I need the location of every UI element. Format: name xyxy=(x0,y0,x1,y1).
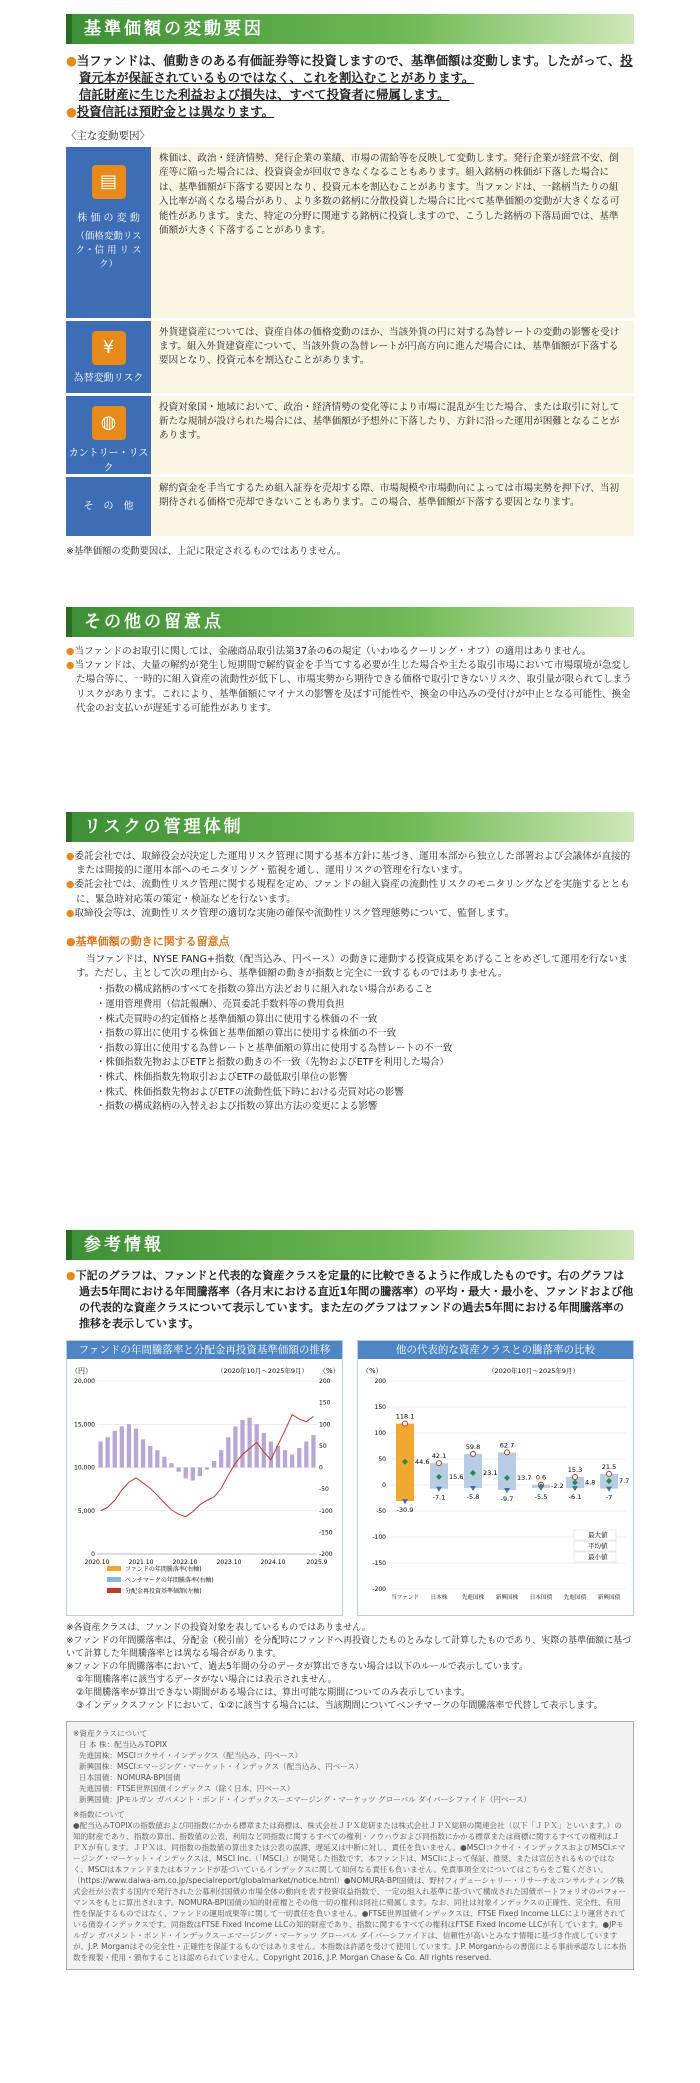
max-marker xyxy=(437,1461,442,1466)
right-axis-unit: （%） xyxy=(319,1367,340,1375)
y-tick-label: 0 xyxy=(382,1482,386,1489)
max-marker xyxy=(573,1475,578,1480)
y2-tick-label: 200 xyxy=(319,1378,331,1385)
y-tick-label: -150 xyxy=(372,1560,386,1567)
x-tick-label: 2023.10 xyxy=(216,1559,242,1566)
risk-label-price: ▤ 株 価 の 変 動 （価格変動リスク・信 用 リ ス ク） xyxy=(66,147,151,319)
max-marker xyxy=(505,1450,510,1455)
min-marker xyxy=(606,1487,612,1492)
max-label: 0.6 xyxy=(535,1473,547,1482)
bar xyxy=(198,1468,202,1477)
bar xyxy=(141,1439,145,1467)
max-label: 118.1 xyxy=(395,1412,415,1421)
avg-label: 23.1 xyxy=(483,1468,498,1477)
globe-icon: ◍ xyxy=(92,406,126,440)
mgmt-item: ●委託会社では、流動性リスク管理に関する規程を定め、ファンドの組入資産の流動性リスクのモニタリングなどを実施するとともに、緊急時対応策の策定・検証などを行ないます。 xyxy=(66,879,630,905)
max-label: 42.1 xyxy=(431,1452,447,1461)
y2-tick-label: 150 xyxy=(319,1399,331,1407)
bar xyxy=(240,1420,244,1468)
section-title: 基準価額の変動要因 xyxy=(66,14,634,44)
min-marker xyxy=(572,1486,578,1491)
bar xyxy=(247,1418,251,1468)
bar xyxy=(212,1461,216,1467)
max-label: 15.3 xyxy=(567,1466,583,1475)
avg-label: 13.7 xyxy=(517,1473,532,1482)
right-chart: 他の代表的な資産クラスとの騰落率の比較 （%） （2020年10月～2025年9月） -200 -150 -100 -50 0 50 100 150 200 118.1 44.6 -30.9 当ファンド 42.1 15.6 -7.1 日本株 59.8 23.1 -5.8 先進国株 62.7 13.7 -9.7 新興国株 0.6 -2.2 -5.5 日本国債 15.3 4.8 -6.1 先進国債 21.5 7.7 -7 新興国債 最大値 平均値 最小値 xyxy=(357,1340,634,1616)
risk-table xyxy=(66,147,634,539)
max-label: 62.7 xyxy=(499,1441,515,1450)
section-reference xyxy=(66,1230,634,1970)
category-label: 先進国株 xyxy=(461,1595,485,1601)
section-title: その他の留意点 xyxy=(66,607,634,637)
left-chart-svg xyxy=(67,1359,342,1611)
risk-text-fx: 外貨建資産については、資産自体の価格変動のほか、当該外貨の円に対する為替レートの変動の影響を受けます。組入外貨建資産について、当該外貨の為替レートが円高方向に進んだ場合には、基準価額が下落する要因となり、投資元本を割込むことがあります。 xyxy=(151,319,634,394)
subtitle: ●基準価額の動きに関する留意点 xyxy=(66,935,230,949)
legend-label: 分配金再投資基準価額(左軸) xyxy=(125,1588,202,1595)
max-marker xyxy=(403,1421,408,1426)
min-label: -7 xyxy=(605,1493,613,1502)
avg-label: 4.8 xyxy=(585,1478,596,1487)
risk-text-price: 株価は、政治・経済情勢、発行企業の業績、市場の需給等を反映して変動します。発行企業が経営不安、倒産等に陥った場合には、投資資金が回収できなくなることもあります。組入銘柄の株価が下落した場合には、基準価額が下落する要因となり、投資元本を割込むことがあります。当ファンドは、一銘柄当たりの組入比率が高くなる場合があり、より多数の銘柄に分散投資した場合に比べて基準価額の変動が大きくなる可能性があります。また、特定の分野に関連する銘柄に投資しますので、こうした銘柄の下落局面では、基準価額が大きく下落することがあります。 xyxy=(151,147,634,319)
bar xyxy=(311,1435,315,1467)
left-axis-unit: （円） xyxy=(71,1367,92,1375)
min-marker xyxy=(470,1486,476,1491)
y2-tick-label: -50 xyxy=(319,1486,329,1494)
max-marker xyxy=(607,1471,612,1476)
y-tick-label: 50 xyxy=(378,1456,386,1463)
avg-label: 44.6 xyxy=(415,1457,430,1466)
y2-tick-label: 100 xyxy=(319,1421,331,1429)
avg-label: 15.6 xyxy=(449,1472,464,1481)
min-marker xyxy=(504,1488,510,1493)
lead-text: ●当ファンドは、値動きのある有価証券等に投資しますので、基準価額は変動します。したがって、投資元本が保証されているものではなく、これを割込むことがあります。 信託財産に生じた利益および損失は、すべて投資者に帰属します。 ●投資信託は預貯金とは異なります。 xyxy=(66,53,633,119)
bar xyxy=(162,1457,166,1468)
bar xyxy=(304,1442,308,1468)
subtext: 当ファンドは、NYSE FANG+指数（配当込み、円ベース）の動きに連動する投資成果をあげることをめざして運用を行ないます。ただし、主として次の理由から、基準価額の動きが指数と完全に一致するものではありません。 xyxy=(76,954,628,980)
risk-label-fx: ¥ 為替変動リスク xyxy=(66,319,151,394)
x-tick-label: 2024.10 xyxy=(260,1559,286,1566)
range-bar xyxy=(498,1452,516,1490)
chart-period: （2020年10月～2025年9月） xyxy=(488,1367,579,1375)
bar xyxy=(148,1446,152,1468)
y-tick-label: 10,000 xyxy=(74,1464,95,1472)
category-label: 新興国株 xyxy=(495,1595,519,1601)
section-risk-management xyxy=(66,812,634,1115)
max-label: 59.8 xyxy=(465,1442,481,1451)
currency-icon: ¥ xyxy=(92,331,126,365)
y-tick-label: 5,000 xyxy=(77,1507,95,1515)
bar xyxy=(219,1450,223,1467)
right-chart-svg xyxy=(358,1359,633,1611)
bar xyxy=(184,1468,188,1479)
y2-tick-label: -200 xyxy=(319,1551,333,1558)
category-label: 日本株 xyxy=(430,1595,448,1601)
category-label: 日本国債 xyxy=(529,1595,553,1601)
legend-label: ベンチマークの年間騰落率(右軸) xyxy=(125,1577,214,1584)
max-label: 21.5 xyxy=(601,1462,617,1471)
bar xyxy=(283,1450,287,1467)
note: ※基準価額の変動要因は、上記に限定されるものではありません。 xyxy=(66,545,347,557)
risk-label-other: そ の 他 xyxy=(66,475,151,537)
bar xyxy=(106,1437,110,1467)
bar xyxy=(297,1448,301,1467)
chart-icon: ▤ xyxy=(92,165,126,199)
y2-tick-label: 0 xyxy=(319,1464,323,1472)
left-chart: ファンドの年間騰落率と分配金再投資基準価額の推移 （円） （%） （2020年10月～2025年9月） 0 5,000 10,000 15,000 20,000 -200 -150 -100 -50 0 50 100 150 200 2020.10 2021.10 2022.10 2023.10 2024.10 2025.9 ファンドの年間騰落率(右軸) ベンチマークの年間騰落率(右軸) 分配金再投資基準価額(左軸) xyxy=(66,1340,343,1616)
risk-text-country: 投資対象国・地域において、政治・経済情勢の変化等により市場に混乱が生じた場合、または取引に対して新たな規制が設けられた場合には、基準価額が予想外に下落したり、方針に沿った運用が困難となることがあります。 xyxy=(151,394,634,475)
footnotes: ※各資産クラスは、ファンドの投資対象を表しているものではありません。 ※ファンドの年間騰落率は、分配金（税引前）を分配時にファンドへ再投資したものとみなして計算したものであり、実際の基準価額に基づいて計算した年間騰落率とは異なる場合があります。 ※ファンドの年間騰落率において、過去5年間の分のデータが算出できない場合は以下のルールで表示しています。 ①年間騰落率に該当するデータがない場合には表示されません。 ②年間騰落率が算出できない期間がある場合には、算出可能な期間についてのみ表示しています。 ③インデックスファンドにおいて、①②に該当する場合には、当該期間についてベンチマークの年間騰落率で代替して表示します。 xyxy=(66,1623,632,1711)
axis-unit: （%） xyxy=(362,1367,383,1375)
y2-tick-label: -100 xyxy=(319,1507,333,1515)
y-tick-label: 20,000 xyxy=(74,1378,95,1385)
y-tick-label: 150 xyxy=(374,1404,386,1411)
bar xyxy=(134,1429,138,1468)
bar xyxy=(120,1426,124,1467)
bullet-list: ・指数の構成銘柄のすべてを指数の算出方法どおりに組入れない場合があること ・運用管理費用（信託報酬）、売買委託手数料等の費用負担 ・株式売買時の約定価格と基準価額の算出に使用する株価の不一致 ・指数の算出に使用する株価と基準価額の算出に使用する株価の不一致 ・指数の算出に使用する為替レートと基準価額の算出に使用する為替レートの不一致 ・株価指数先物およびETFと指数の動きの不一致（先物およびETFを利用した場合） ・株式、株価指数先物取引およびETFの最低取引単位の影響 ・株式、株価指数先物およびETFの流動性低下時における売買対応の影響 ・指数の構成銘柄の入替えおよび指数の算出方法の変更による影響 xyxy=(96,984,453,1113)
min-label: -5.8 xyxy=(466,1493,480,1502)
x-tick-label: 2020.10 xyxy=(84,1559,110,1566)
x-tick-label: 2025.9 xyxy=(306,1559,328,1566)
bar xyxy=(98,1442,102,1468)
bar xyxy=(191,1468,195,1481)
x-tick-label: 2022.10 xyxy=(172,1559,198,1566)
min-label: -7.1 xyxy=(432,1493,446,1502)
legend-label: 最小値 xyxy=(588,1553,608,1561)
risk-label-country: ◍ カントリー・リスク xyxy=(66,394,151,475)
y2-tick-label: -150 xyxy=(319,1529,333,1537)
y2-tick-label: 50 xyxy=(319,1442,327,1450)
bar xyxy=(127,1424,131,1467)
bar xyxy=(205,1468,209,1470)
bar xyxy=(169,1463,173,1467)
min-marker xyxy=(402,1499,408,1504)
category-label: 当ファンド xyxy=(391,1595,419,1601)
avg-label: 7.7 xyxy=(619,1476,630,1485)
category-label: 先進国債 xyxy=(563,1595,587,1601)
lead-text: ●下記のグラフは、ファンドと代表的な資産クラスを定量的に比較できるように作成したものです。右のグラフは過去5年間における年間騰落率（各月末における直近1年間の騰落率）の平均・最大・最小を、ファンドおよび他の代表的な資産クラスについて表示しています。また左のグラフはファンドの過去5年間における年間騰落率の推移を表示しています。 xyxy=(66,1269,634,1330)
y-tick-label: -50 xyxy=(376,1508,386,1515)
chart-period: （2020年10月～2025年9月） xyxy=(217,1367,308,1375)
info-box: ※資産クラスについて 日 本 株：配当込みTOPIX 先進国株：MSCIコクサイ・インデックス（配当込み、円ベース） 新興国株：MSCIエマージング・マーケット・インデックス（配当込み、円ベース） 日本国債：NOMURA-BPI国債 先進国債：FTSE世界国債インデックス（除く日本、円ベース） 新興国債：JPモルガン ガバメント・ボンド・インデックス－エマージング・マーケッツ グローバル ダイバーシファイド（円ベース） ※指数について ●配当込みTOPIXの指数値および同指数にかかる標章または商標は、株式会社ＪＰＸ総研または株式会社ＪＰＸ総研の関連会社（以下「ＪＰＸ」といいます。）の知的財産であり、指数の算出、指数値の公表、利用など同指数に関するすべての権利・ノウハウおよび同指数にかかる標章または商標に関するすべての権利はＪＰＸが有します。ＪＰＸは、同指数の指数値の算出または公表の誤謬、遅延又は中断に対し、責任を負いません。●MSCIコクサイ・インデックスおよびMSCIエマージング・マーケット・インデックスは、MSCI Inc.（「MSCI」）が開発した指数です。本ファンドは、MSCIによって保証、推奨、または宣伝されるものではなく、MSCIは本ファンドまたは本ファンドが基づいているインデックスに関して如何なる責任も負いません。免責事項全文についてはこちらをご覧ください。（https://www.daiwa-am.co.jp/specialreport/globalmarket/notice.html）●NOMURA-BPI国債は、野村フィデューシャリー・リサーチ＆コンサルティング株式会社が公表する国内で発行された公募利付国債の市場全体の動向を表す投資収益指数で、一定の組入れ基準に基づいて構成された国債ポートフォリオのパフォーマンスをもとに算出されます。NOMURA-BPI国債の知的財産権とその他一切の権利は同社に帰属します。なお、同社は対象インデックスの正確性、完全性、有用性を保証するものではなく、ファンドの運用成果等に関して一切責任を負いません。●FTSE世界国債インデックスは、FTSE Fixed Income LLCにより運営されている債券インデックスです。同指数はFTSE Fixed Income LLCの知的財産であり、指数に関するすべての権利はFTSE Fixed Income LLCが有しています。●JPモルガン ガバメント・ボンド・インデックス－エマージング・マーケッツ グローバル ダイバーシファイドは、信頼性が高いとみなす情報に基づき作成していますが、J.P. Morganはその完全性・正確性を保証するものではありません。本指数は許諾を受けて使用しています。J.P. Morganからの書面による事前承認なしに本指数を複製・使用・頒布することは認められていません。Copyright 2016, J.P. Morgan Chase & Co. All rights reserved. xyxy=(66,1721,634,1970)
y-tick-label: 15,000 xyxy=(74,1421,95,1429)
legend-label: 平均値 xyxy=(588,1542,608,1550)
note-item: ●当ファンドは、大量の解約が発生し短期間で解約資金を手当てする必要が生じた場合や主たる取引市場において市場環境が急変した場合等に、一時的に組入資産の流動性が低下し、市場実勢から期待できる価格で取引できないリスク、取引量が限られてしまうリスクがあります。これにより、基準価額にマイナスの影響を及ぼす可能性や、換金の申込みの受付けが中止となる可能性、換金代金のお支払いが遅延する可能性があります。 xyxy=(66,660,632,714)
legend-label: 最大値 xyxy=(588,1531,608,1539)
legend-swatch xyxy=(107,1566,121,1571)
note-item: ●当ファンドのお取引に関しては、金融商品取引法第37条の6の規定（いわゆるクーリング・オフ）の適用はありません。 xyxy=(66,646,592,657)
bar xyxy=(155,1450,159,1467)
mgmt-item: ●取締役会等は、流動性リスク管理の適切な実施の確保や流動性リスク管理態勢について、監督します。 xyxy=(66,907,515,919)
x-tick-label: 2021.10 xyxy=(128,1559,154,1566)
avg-label: -2.2 xyxy=(551,1482,564,1491)
y-tick-label: -100 xyxy=(372,1534,386,1541)
category-label: 新興国債 xyxy=(597,1595,621,1601)
bar xyxy=(269,1442,273,1468)
y-tick-label: -200 xyxy=(372,1586,386,1593)
min-marker xyxy=(538,1486,544,1491)
legend-swatch xyxy=(107,1588,121,1593)
section-other-notes xyxy=(66,607,634,716)
caption: 〈主な変動要因〉 xyxy=(66,130,150,142)
risk-text-other: 解約資金を手当てするため組入証券を売却する際、市場規模や市場動向によっては市場実勢を押下げ、当初期待される価格で売却できないこともあります。この場合、基準価額が下落する要因となります。 xyxy=(151,475,634,537)
min-label: -30.9 xyxy=(396,1506,414,1515)
bar xyxy=(113,1431,117,1468)
bar xyxy=(176,1468,180,1472)
legend-label: ファンドの年間騰落率(右軸) xyxy=(125,1566,202,1573)
section-title: 参考情報 xyxy=(66,1230,634,1260)
y-tick-label: 0 xyxy=(91,1551,95,1558)
y-tick-label: 200 xyxy=(374,1378,386,1385)
max-marker xyxy=(471,1451,476,1456)
bar xyxy=(226,1437,230,1467)
min-label: -9.7 xyxy=(500,1495,514,1504)
min-label: -6.1 xyxy=(568,1493,582,1502)
bar xyxy=(290,1455,294,1468)
min-label: -5.5 xyxy=(534,1492,548,1501)
section-price-factors xyxy=(66,14,634,557)
bar xyxy=(255,1424,259,1467)
mgmt-item: ●委託会社では、取締役会が決定した運用リスク管理に関する基本方針に基づき、運用本部から独立した部署および会議体が直接的または間接的に運用本部へのモニタリング・監視を通し、運用リスクの管理を行ないます。 xyxy=(66,851,631,877)
legend-swatch xyxy=(107,1577,121,1582)
nav-line xyxy=(101,1415,314,1517)
section-title: リスクの管理体制 xyxy=(66,812,634,842)
min-marker xyxy=(436,1487,442,1492)
y-tick-label: 100 xyxy=(374,1430,386,1437)
